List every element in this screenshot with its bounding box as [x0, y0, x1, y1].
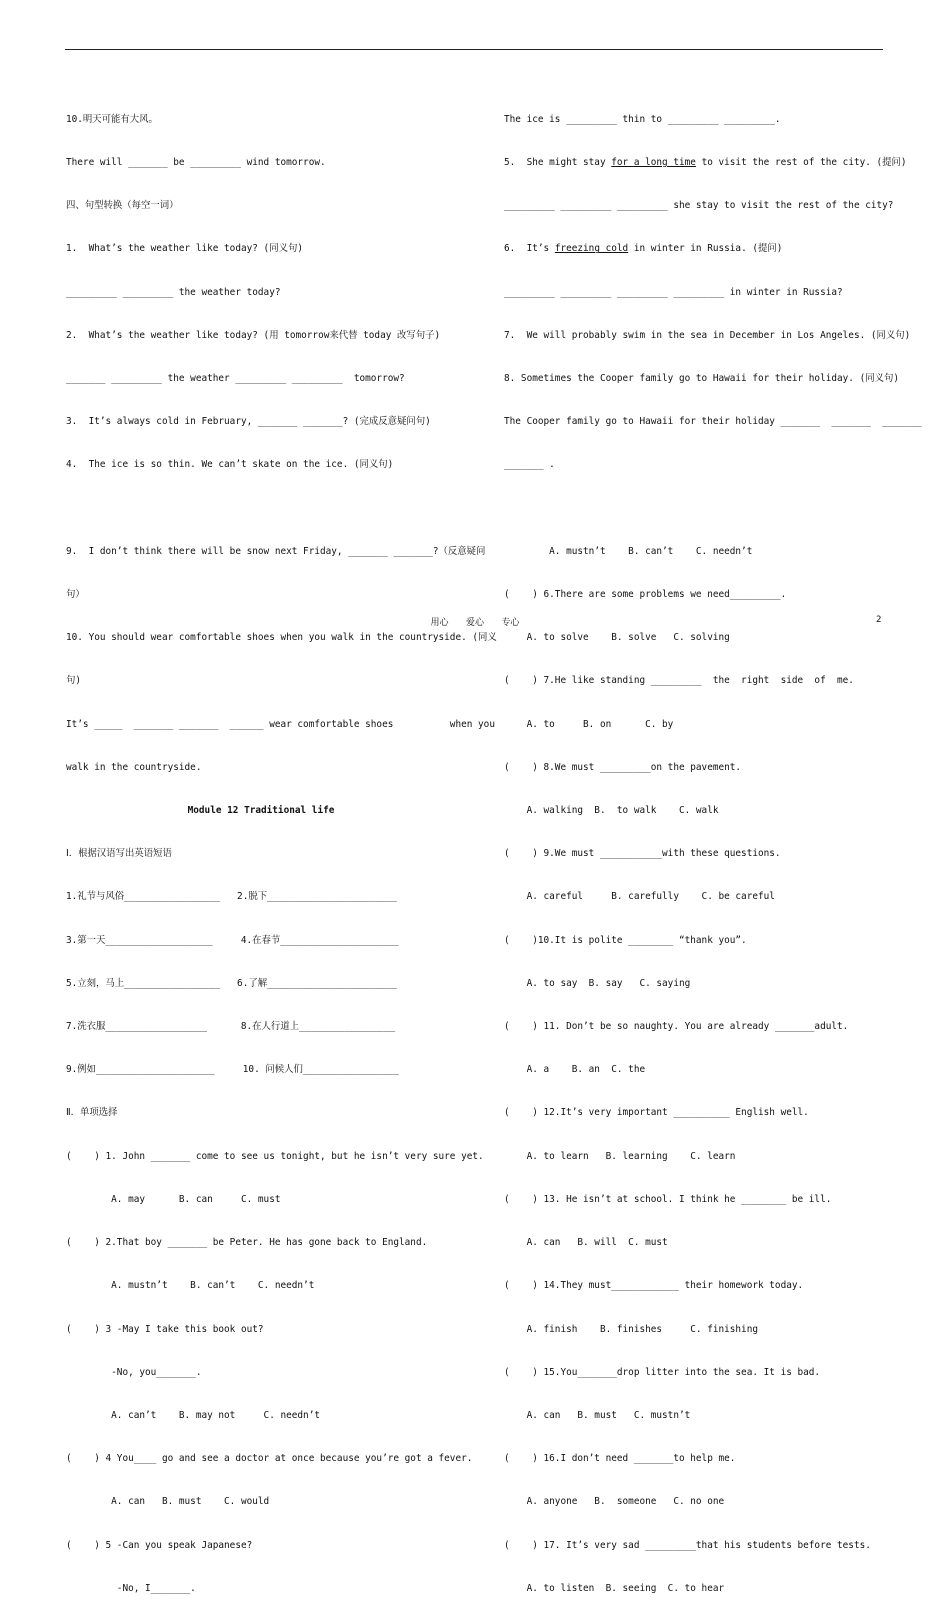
- footer-item: 用心: [430, 618, 449, 628]
- footer-item: 爱心: [465, 618, 484, 628]
- text-line: 6. It’s freezing cold in winter in Russia. (提问): [504, 243, 783, 255]
- question-line: ( ) 11. Don’t be so naughty. You are already _______adult.: [504, 1021, 849, 1033]
- phrase-row: 1.礼节与风俗_________________ 2.脱下_______________________: [66, 891, 397, 903]
- text-line: 7. We will probably swim in the sea in December in Los Angeles. (同义句): [504, 329, 911, 341]
- text-line: 10.明天可能有大风。: [66, 113, 158, 125]
- options-line: A. mustn’t B. can’t C. needn’t: [66, 1280, 315, 1292]
- options-line: A. mustn’t B. can’t C. needn’t: [504, 545, 753, 557]
- options-line: A. can’t B. may not C. needn’t: [66, 1409, 320, 1421]
- text-line: 1. What’s the weather like today? (同义句): [66, 243, 303, 255]
- text-line: _________ _________ _________ _________ in winter in Russia?: [504, 286, 843, 298]
- text-line: _______ _________ the weather _________ _________ tomorrow?: [66, 373, 405, 385]
- text-line: It’s _____ _______ _______ ______ wear comfortable shoes when you: [66, 718, 495, 730]
- question-line: ( ) 6.There are some problems we need_________.: [504, 589, 787, 601]
- text-line: walk in the countryside.: [66, 761, 202, 773]
- options-line: A. may B. can C. must: [66, 1193, 281, 1205]
- text-line: _________ _________ _________ she stay to visit the rest of the city?: [504, 200, 894, 212]
- question-line: -No, I_______.: [66, 1582, 196, 1594]
- options-line: A. to say B. say C. saying: [504, 977, 691, 989]
- question-line: ( ) 7.He like standing _________ the right side of me.: [504, 675, 854, 687]
- section-heading: Ⅱ．单项选择: [66, 1107, 118, 1119]
- question-line: -No, you_______.: [66, 1366, 202, 1378]
- text-line: 5. She might stay for a long time to visit the rest of the city. (提问): [504, 157, 907, 169]
- text-line: _______ .: [504, 459, 555, 471]
- options-line: A. can B. must C. would: [66, 1496, 270, 1508]
- text-line: 4. The ice is so thin. We can’t skate on the ice. (同义句): [66, 459, 394, 471]
- options-line: A. to listen B. seeing C. to hear: [504, 1582, 725, 1594]
- question-line: ( ) 15.You_______drop litter into the sea. It is bad.: [504, 1366, 821, 1378]
- options-line: A. to learn B. learning C. learn: [504, 1150, 736, 1162]
- section-heading: Ⅰ．根据汉语写出英语短语: [66, 848, 172, 860]
- text-line: 8. Sometimes the Cooper family go to Hawaii for their holiday. (同义句): [504, 373, 899, 385]
- question-line: ( ) 12.It’s very important __________ English well.: [504, 1107, 809, 1119]
- options-line: A. can B. must C. mustn’t: [504, 1409, 691, 1421]
- question-line: ( ) 13. He isn’t at school. I think he ________ be ill.: [504, 1193, 832, 1205]
- text-line: The Cooper family go to Hawaii for their holiday _______ _______ _______: [504, 416, 922, 428]
- text-line: 句): [66, 675, 82, 687]
- page-number: 2: [876, 615, 882, 625]
- header-rule: [65, 49, 883, 50]
- footer: [0, 615, 950, 628]
- options-line: A. to B. on C. by: [504, 718, 674, 730]
- options-line: A. careful B. carefully C. be careful: [504, 891, 775, 903]
- underlined-phrase: freezing cold: [554, 243, 629, 255]
- phrase-row: 9.例如_____________________ 10. 问候人们_________________: [66, 1064, 399, 1076]
- phrase-row: 5.立刻，马上_________________ 6.了解_______________________: [66, 977, 397, 989]
- right-column: [504, 84, 922, 1611]
- text-line: There will _______ be _________ wind tomorrow.: [66, 157, 326, 169]
- question-line: ( ) 8.We must _________on the pavement.: [504, 761, 742, 773]
- options-line: A. a B. an C. the: [504, 1064, 646, 1076]
- underlined-phrase: for a long time: [611, 157, 696, 169]
- question-line: ( ) 9.We must ___________with these questions.: [504, 848, 781, 860]
- options-line: A. finish B. finishes C. finishing: [504, 1323, 758, 1335]
- footer-item: 专心: [501, 618, 520, 628]
- options-line: A. to solve B. solve C. solving: [504, 632, 730, 644]
- text-line: The ice is _________ thin to _________ _________.: [504, 113, 781, 125]
- text-line: 3. It’s always cold in February, _______ _______? (完成反意疑问句): [66, 416, 431, 428]
- question-line: ( ) 14.They must____________ their homework today.: [504, 1280, 804, 1292]
- spacer: [66, 502, 456, 516]
- module-title: Module 12 Traditional life: [187, 805, 335, 817]
- question-line: ( ) 2.That boy _______ be Peter. He has gone back to England.: [66, 1237, 428, 1249]
- text-line: 10. You should wear comfortable shoes when you walk in the countryside. (同义: [66, 632, 497, 644]
- text-line: _________ _________ the weather today?: [66, 286, 281, 298]
- text-line: 2. What’s the weather like today? (用 tomorrow来代替 today 改写句子): [66, 329, 441, 341]
- phrase-row: 7.洗衣服__________________ 8.在人行道上_________________: [66, 1021, 395, 1033]
- question-line: ( )10.It is polite ________ “thank you”.: [504, 934, 747, 946]
- spacer: [504, 502, 884, 516]
- question-line: ( ) 5 -Can you speak Japanese?: [66, 1539, 253, 1551]
- options-line: A. can B. will C. must: [504, 1237, 668, 1249]
- options-line: A. walking B. to walk C. walk: [504, 805, 719, 817]
- text-line: 句）: [66, 589, 85, 601]
- section-heading: 四、句型转换（每空一词）: [66, 200, 179, 212]
- text-line: 9. I don’t think there will be snow next Friday, _______ _______?（反意疑问: [66, 545, 486, 557]
- question-line: ( ) 1. John _______ come to see us tonight, but he isn’t very sure yet.: [66, 1150, 484, 1162]
- phrase-row: 3.第一天___________________ 4.在春节_____________________: [66, 934, 399, 946]
- question-line: ( ) 4 You____ go and see a doctor at once because you’re got a fever.: [66, 1453, 473, 1465]
- question-line: ( ) 17. It’s very sad _________that his students before tests.: [504, 1539, 871, 1551]
- options-line: A. anyone B. someone C. no one: [504, 1496, 725, 1508]
- question-line: ( ) 16.I don’t need _______to help me.: [504, 1453, 736, 1465]
- question-line: ( ) 3 -May I take this book out?: [66, 1323, 264, 1335]
